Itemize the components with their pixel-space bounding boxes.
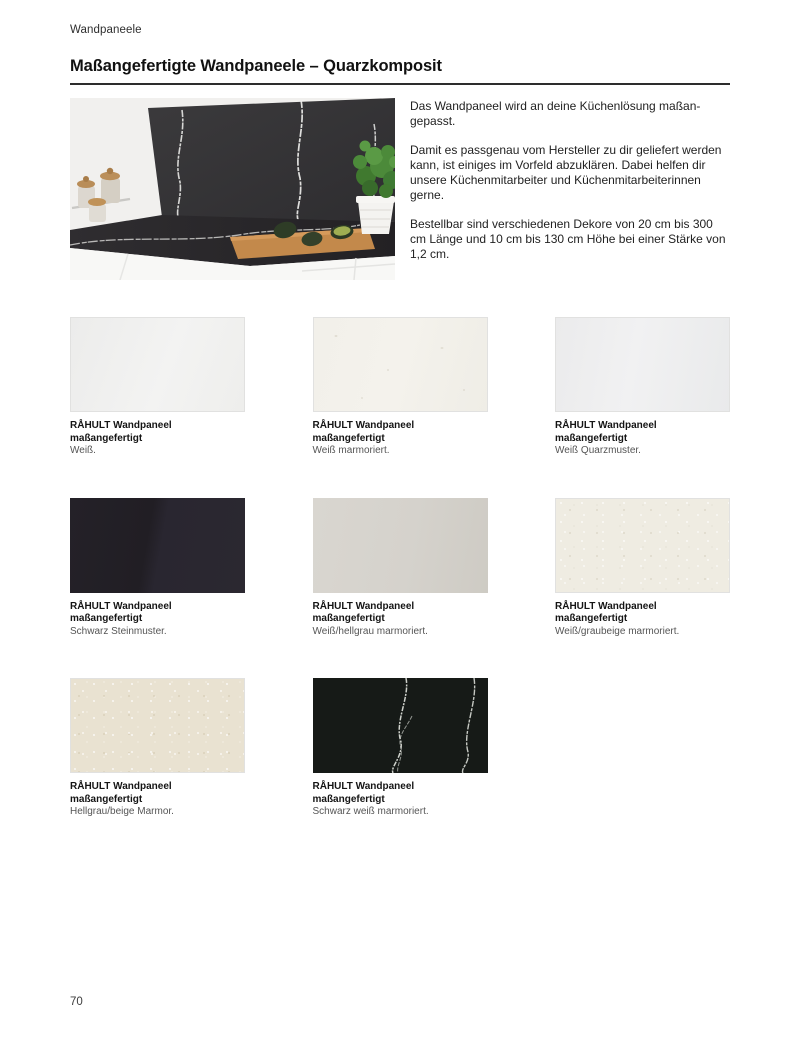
- product-variant: Weiß.: [70, 445, 96, 456]
- product-name: RÅHULT Wandpaneel maßangefertigt: [70, 600, 172, 624]
- swatch-hellgrau-beige: [70, 678, 245, 773]
- product-cell: [70, 678, 245, 819]
- page-number: 70: [70, 996, 83, 1008]
- product-cell: [313, 317, 488, 458]
- page-title: Maßangefertigte Wandpaneele – Quarzkomposit: [70, 57, 442, 75]
- product-grid: [70, 317, 730, 819]
- intro-paragraph-3: Bestellbar sind verschiedenen Dekore von 20 cm bis 300 cm Länge und 10 cm bis 130 cm Höhe bei einer Stärke von 1,2 cm.: [410, 217, 726, 261]
- title-divider: [70, 83, 730, 85]
- swatch-weiss-hellgrau: [313, 498, 488, 593]
- product-variant: Weiß marmoriert.: [312, 445, 390, 456]
- swatch-weiss-graubeige: [555, 498, 730, 593]
- product-variant: Weiß/hellgrau marmoriert.: [312, 625, 428, 637]
- product-cell: [313, 678, 488, 819]
- product-name: RÅHULT Wandpaneel maßangefertigt: [312, 420, 415, 444]
- product-cell: [555, 498, 730, 639]
- swatch-weiss-marmoriert: [313, 317, 488, 412]
- product-name: RÅHULT Wandpaneel maßangefertigt: [70, 420, 172, 444]
- intro-paragraph-2: Damit es passgenau vom Hersteller zu dir geliefert werden kann, ist einiges im Vorfeld abzuklären. Dabei helfen dir unsere Küchenmitarbeiter und Küchenmitarbeiterinnen gerne.: [410, 143, 722, 202]
- swatch-weiss-quarzmuster: [555, 317, 730, 412]
- section-label: Wandpaneele: [70, 24, 142, 36]
- product-variant: Weiß/graubeige marmoriert.: [555, 625, 680, 637]
- product-variant: Weiß Quarzmuster.: [555, 445, 641, 456]
- product-name: RÅHULT Wandpaneel maßangefertigt: [312, 781, 415, 805]
- product-variant: Hellgrau/beige Marmor.: [70, 806, 174, 817]
- product-variant: Schwarz weiß marmoriert.: [312, 806, 429, 817]
- swatch-schwarz-steinmuster: [70, 498, 245, 593]
- product-variant: Schwarz Steinmuster.: [70, 625, 167, 637]
- swatch-weiss: [70, 317, 245, 412]
- product-cell: [555, 317, 730, 458]
- product-cell: [70, 498, 245, 639]
- product-cell: [313, 498, 488, 639]
- hero-kitchen-photo: [70, 98, 395, 280]
- product-cell: [70, 317, 245, 458]
- product-name: RÅHULT Wandpaneel maßangefertigt: [555, 600, 657, 624]
- intro-paragraph-1: Das Wandpaneel wird an deine Küchenlösung maßangepasst.: [410, 99, 701, 128]
- intro-text: [410, 98, 730, 280]
- product-name: RÅHULT Wandpaneel maßangefertigt: [312, 600, 415, 624]
- product-name: RÅHULT Wandpaneel maßangefertigt: [70, 781, 172, 805]
- swatch-schwarz-weiss-marmoriert: [313, 678, 488, 773]
- hero-section: [70, 98, 730, 280]
- marble-veins-graphic: [313, 678, 488, 773]
- product-name: RÅHULT Wandpaneel maßangefertigt: [555, 420, 657, 444]
